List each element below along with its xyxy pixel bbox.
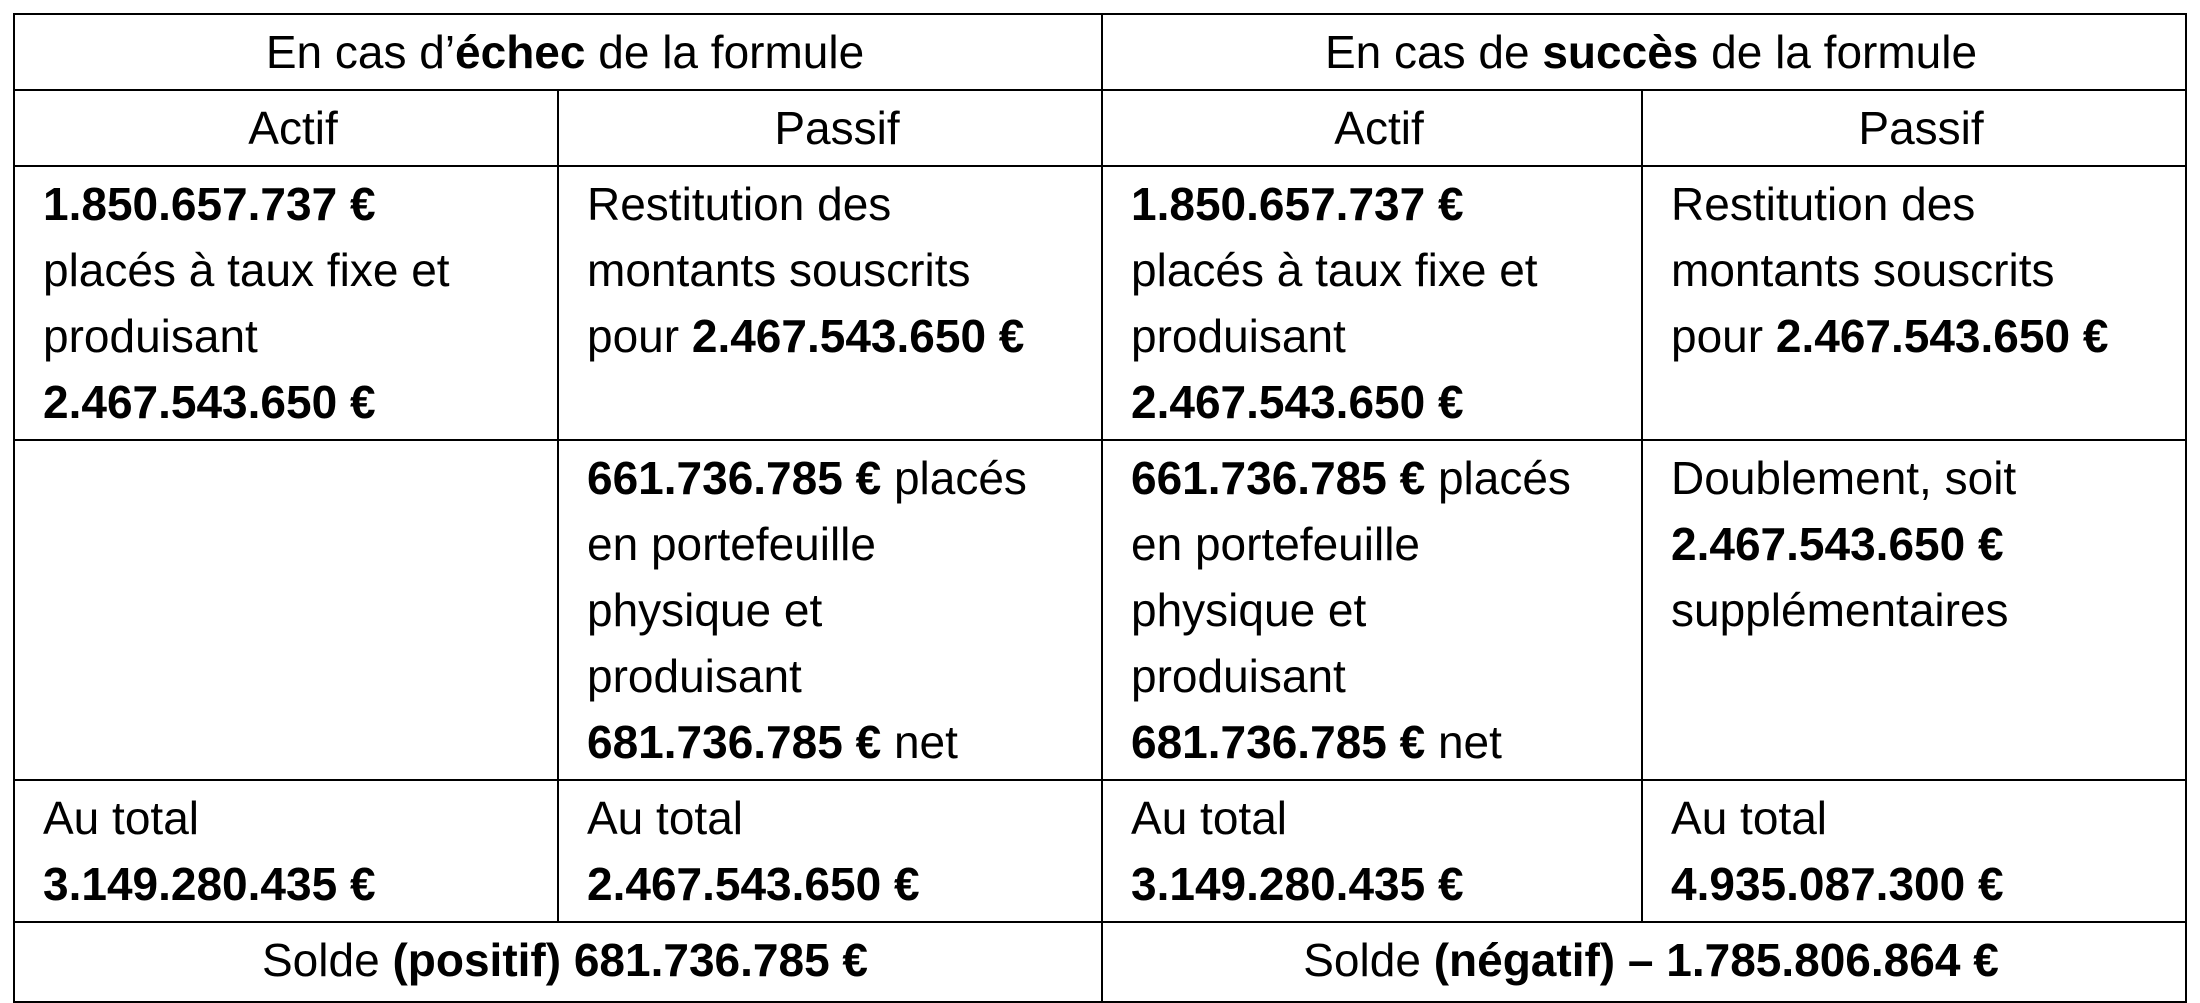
amount: 2.467.543.650 € [691, 310, 1025, 362]
amount: 1.850.657.737 € [43, 178, 376, 230]
cell-text-line [1131, 709, 1627, 775]
amount: 661.736.785 € [1131, 452, 1426, 504]
succes-passif-total [1642, 780, 2186, 922]
echec-passif-cell-1 [558, 166, 1102, 440]
succes-actif-cell-2 [1102, 440, 1642, 780]
cell-text-line [587, 445, 1087, 511]
total-amount: 2.467.543.650 € [587, 858, 920, 910]
cell-text: net [1425, 716, 1502, 768]
amount: 2.467.543.650 € [1775, 310, 2109, 362]
balance-table-container [13, 13, 2185, 986]
total-label: Au total [587, 792, 743, 844]
cell-text: physique et [587, 584, 823, 636]
total-amount: 4.935.087.300 € [1671, 858, 2004, 910]
cell-text: pour [587, 310, 692, 362]
echec-actif-cell-1 [14, 166, 558, 440]
totals-row [14, 780, 2186, 922]
echec-actif-cell-2-empty [14, 440, 558, 780]
cell-text: placés à taux fixe et [43, 244, 450, 296]
cell-text: Doublement, soit [1671, 452, 2017, 504]
succes-solde [1102, 922, 2186, 1002]
balance-table [13, 13, 2187, 1003]
succes-actif-header: Actif [1102, 90, 1642, 166]
amount: 681.736.785 € [587, 716, 882, 768]
amount: 2.467.543.650 € [43, 376, 376, 428]
table-row [14, 166, 2186, 440]
succes-actif-total [1102, 780, 1642, 922]
total-label: Au total [43, 792, 199, 844]
cell-text: montants souscrits [587, 244, 971, 296]
cell-text: Restitution des [1671, 178, 1976, 230]
amount: 661.736.785 € [587, 452, 882, 504]
header-succes-keyword: succès [1542, 26, 1699, 78]
cell-text: physique et [1131, 584, 1367, 636]
amount: 1.850.657.737 € [1131, 178, 1464, 230]
cell-text: produisant [587, 650, 802, 702]
cell-text: placés à taux fixe et [1131, 244, 1538, 296]
header-succes [1102, 14, 2186, 90]
echec-passif-header: Passif [558, 90, 1102, 166]
cell-text: en portefeuille [1131, 518, 1420, 570]
echec-solde [14, 922, 1102, 1002]
cell-text: produisant [43, 310, 258, 362]
amount: 2.467.543.650 € [1131, 376, 1464, 428]
succes-passif-cell-2 [1642, 440, 2186, 780]
header-succes-prefix: En cas de [1324, 26, 1543, 78]
total-label: Au total [1131, 792, 1288, 844]
solde-amount: 681.736.785 € [561, 934, 869, 986]
header-echec-prefix: En cas d’ [265, 26, 456, 78]
solde-label: Solde [262, 934, 393, 986]
succes-passif-cell-1 [1642, 166, 2186, 440]
cell-text: montants souscrits [1671, 244, 2055, 296]
cell-text: net [881, 716, 958, 768]
total-amount: 3.149.280.435 € [43, 858, 376, 910]
succes-actif-cell-1 [1102, 166, 1642, 440]
table-row [14, 440, 2186, 780]
cell-text: placés [881, 452, 1027, 504]
solde-sign: (négatif) [1433, 934, 1616, 986]
succes-passif-header: Passif [1642, 90, 2186, 166]
cell-text-line [1671, 303, 2171, 369]
echec-actif-header: Actif [14, 90, 558, 166]
cell-text-line [587, 709, 1087, 775]
cell-text: en portefeuille [587, 518, 876, 570]
cell-text: pour [1671, 310, 1776, 362]
cell-text-line [1131, 445, 1627, 511]
subheader-row [14, 90, 2186, 166]
echec-passif-cell-2 [558, 440, 1102, 780]
header-echec-keyword: échec [455, 26, 586, 78]
total-amount: 3.149.280.435 € [1131, 858, 1464, 910]
cell-text: placés [1425, 452, 1571, 504]
echec-passif-total [558, 780, 1102, 922]
solde-sign: (positif) [392, 934, 562, 986]
header-echec [14, 14, 1102, 90]
cell-text: Restitution des [587, 178, 892, 230]
cell-text: supplémentaires [1671, 584, 2009, 636]
header-row [14, 14, 2186, 90]
header-succes-suffix: de la formule [1698, 26, 1978, 78]
solde-label: Solde [1303, 934, 1434, 986]
total-label: Au total [1671, 792, 1828, 844]
cell-text-line [587, 303, 1087, 369]
amount: 2.467.543.650 € [1671, 518, 2004, 570]
solde-amount: – 1.785.806.864 € [1615, 934, 1999, 986]
balance-row [14, 922, 2186, 1002]
cell-text: produisant [1131, 310, 1346, 362]
cell-text: produisant [1131, 650, 1346, 702]
amount: 681.736.785 € [1131, 716, 1426, 768]
header-echec-suffix: de la formule [585, 26, 865, 78]
echec-actif-total [14, 780, 558, 922]
